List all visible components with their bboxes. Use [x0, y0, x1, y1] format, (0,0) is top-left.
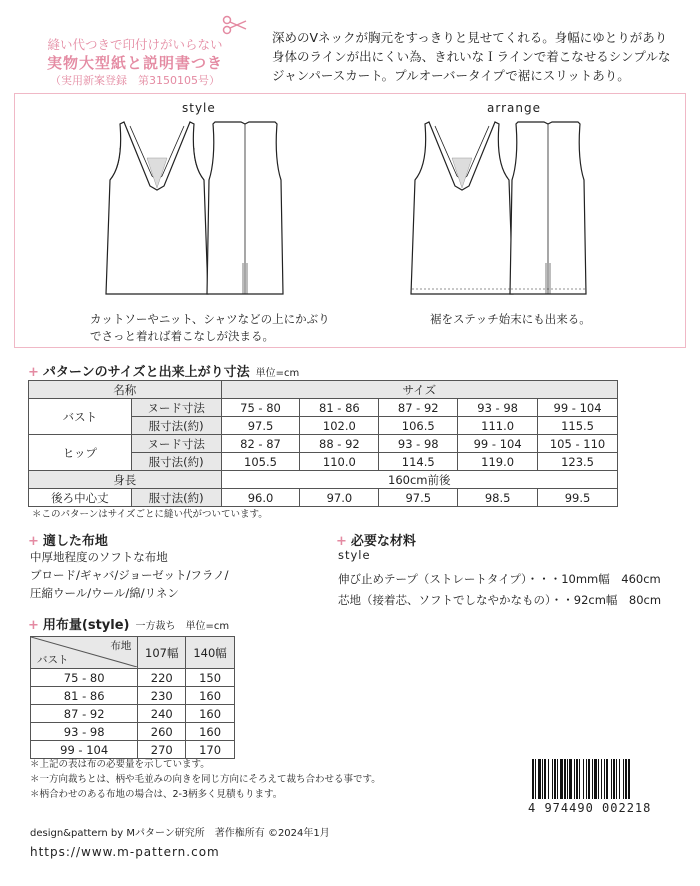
yardage-size: 99 - 104 [31, 741, 138, 759]
size-table-title [28, 361, 299, 380]
fabric-title [28, 530, 108, 549]
style-back-illustration [205, 118, 285, 300]
yardage-notes [30, 757, 381, 802]
hip-nude-cell: 88 - 92 [300, 435, 379, 453]
header-line3: （実用新案登録 第3150105号） [50, 74, 220, 87]
bust-finished-cell: 115.5 [538, 417, 618, 435]
yardage-sub: 一方裁ち 単位=cm [135, 621, 230, 632]
hip-nude-label: ヌード寸法 [131, 435, 221, 453]
hip-nude-cell: 105 - 110 [538, 435, 618, 453]
name-header: 名称 [29, 381, 222, 399]
style-label: style [182, 101, 216, 115]
bust-nude-cell: 99 - 104 [538, 399, 618, 417]
fabric-title-text: 適した布地 [42, 534, 108, 549]
yardage-a: 240 [138, 705, 186, 723]
yardage-title [28, 614, 229, 633]
bust-label: バスト [29, 399, 132, 435]
size-table [28, 380, 618, 507]
back-finished-cell: 96.0 [221, 489, 300, 507]
bust-finished-cell: 111.0 [458, 417, 538, 435]
yardage-a: 230 [138, 687, 186, 705]
hip-finished-label: 服寸法(約) [131, 453, 221, 471]
hip-finished-cell: 114.5 [379, 453, 458, 471]
col-107: 107幅 [138, 637, 186, 669]
website-url[interactable]: https://www.m-pattern.com [30, 845, 220, 859]
yardage-title-text: 用布量(style) [42, 618, 130, 633]
header-line1: 縫い代つきで印付けがいらない [47, 37, 223, 52]
bust-nude-cell: 81 - 86 [300, 399, 379, 417]
arrange-label: arrange [487, 101, 541, 115]
credit: design&pattern by Mパターン研究所 著作権所有 ©2024年1月 [30, 828, 330, 839]
hip-nude-cell: 99 - 104 [458, 435, 538, 453]
style-caption [90, 311, 330, 345]
yardage-size: 81 - 86 [31, 687, 138, 705]
yardage-a: 220 [138, 669, 186, 687]
plus-icon: + [336, 534, 347, 549]
materials-line-1: 伸び止めテープ（ストレートタイプ）・・・10mm幅 460cm [338, 572, 661, 586]
hip-finished-cell: 105.5 [221, 453, 300, 471]
yardage-note-3: ＊柄合わせのある布地の場合は、2-3柄多く見積もります。 [30, 789, 283, 800]
col-140: 140幅 [186, 637, 235, 669]
yardage-note-2: ＊一方向裁ちとは、柄や毛並みの向きを同じ方向にそろえて裁ち合わせる事です。 [30, 774, 381, 785]
yardage-table [30, 636, 235, 759]
hip-finished-cell: 123.5 [538, 453, 618, 471]
yardage-size: 87 - 92 [31, 705, 138, 723]
materials-line-2: 芯地（接着芯、ソフトでしなやかなもの）・・92cm幅 80cm [338, 593, 662, 607]
arrange-front-illustration [407, 118, 517, 300]
intro-line-3: ジャンパースカート。プルオーバータイプで裾にスリットあり。 [272, 68, 630, 83]
header-left [20, 36, 250, 90]
bust-nude-cell: 87 - 92 [379, 399, 458, 417]
back-finished-cell: 99.5 [538, 489, 618, 507]
arrange-caption: 裾をステッチ始末にも出来る。 [430, 312, 591, 326]
size-table-note: ＊このパターンはサイズごとに縫い代がついています。 [32, 509, 268, 520]
bust-nude-cell: 75 - 80 [221, 399, 300, 417]
intro-line-1: 深めのVネックが胸元をすっきりと見せてくれる。身幅にゆとりがあり [272, 30, 668, 45]
barcode-number: 4 974490 002218 [528, 801, 652, 815]
intro-text [272, 28, 692, 85]
plus-icon: + [28, 534, 39, 549]
yardage-a: 260 [138, 723, 186, 741]
style-caption-line-1: カットソーやニット、シャツなどの上にかぶり [90, 312, 330, 326]
bust-finished-cell: 102.0 [300, 417, 379, 435]
bust-finished-label: 服寸法(約) [131, 417, 221, 435]
yardage-b: 160 [186, 705, 235, 723]
yardage-b: 170 [186, 741, 235, 759]
style-caption-line-2: でさっと着れば着こなしが決まる。 [90, 329, 274, 343]
materials-sub: style [338, 548, 371, 562]
header-line2: 実物大型紙と説明書つき [46, 54, 223, 72]
back-finished-cell: 97.5 [379, 489, 458, 507]
back-finished-cell: 98.5 [458, 489, 538, 507]
yardage-note-1: ＊上記の表は布の必要量を示しています。 [30, 759, 210, 770]
yardage-size: 93 - 98 [31, 723, 138, 741]
scissors-icon [222, 14, 248, 36]
yardage-b: 160 [186, 687, 235, 705]
yardage-corner [31, 637, 138, 669]
hip-nude-cell: 93 - 98 [379, 435, 458, 453]
barcode [530, 759, 688, 799]
style-front-illustration [102, 118, 212, 300]
hip-label: ヒップ [29, 435, 132, 471]
size-header: サイズ [221, 381, 617, 399]
height-label: 身長 [29, 471, 222, 489]
table-row [31, 723, 235, 741]
table-row [31, 669, 235, 687]
table-row [31, 705, 235, 723]
corner-bust: バスト [37, 654, 69, 666]
fabric-text [30, 548, 228, 602]
bust-finished-cell: 106.5 [379, 417, 458, 435]
hip-nude-cell: 82 - 87 [221, 435, 300, 453]
plus-icon: + [28, 618, 39, 633]
yardage-size: 75 - 80 [31, 669, 138, 687]
fabric-line-1: 中厚地程度のソフトな布地 [30, 550, 168, 564]
back-finished-cell: 97.0 [300, 489, 379, 507]
yardage-a: 270 [138, 741, 186, 759]
back-finished-label: 服寸法(約) [131, 489, 221, 507]
yardage-b: 160 [186, 723, 235, 741]
arrange-back-illustration [508, 118, 588, 300]
fabric-line-2: ブロード/ギャバ/ジョーゼット/フラノ/ [30, 568, 229, 582]
hip-finished-cell: 119.0 [458, 453, 538, 471]
hip-finished-cell: 110.0 [300, 453, 379, 471]
yardage-b: 150 [186, 669, 235, 687]
height-value: 160cm前後 [221, 471, 617, 489]
size-table-unit: 単位=cm [255, 368, 300, 379]
bust-finished-cell: 97.5 [221, 417, 300, 435]
back-length-label: 後ろ中心丈 [29, 489, 132, 507]
intro-line-2: 身体のラインが出にくい為、きれいなＩラインで着こなせるシンプルな [272, 49, 671, 64]
corner-fabric: 布地 [110, 640, 132, 652]
size-table-title-text: パターンのサイズと出来上がり寸法 [42, 365, 250, 380]
fabric-line-3: 圧縮ウール/ウール/綿/リネン [30, 586, 179, 600]
table-row [31, 741, 235, 759]
bust-nude-cell: 93 - 98 [458, 399, 538, 417]
plus-icon: + [28, 365, 39, 380]
bust-nude-label: ヌード寸法 [131, 399, 221, 417]
table-row [31, 687, 235, 705]
materials-title-text: 必要な材料 [350, 534, 416, 549]
